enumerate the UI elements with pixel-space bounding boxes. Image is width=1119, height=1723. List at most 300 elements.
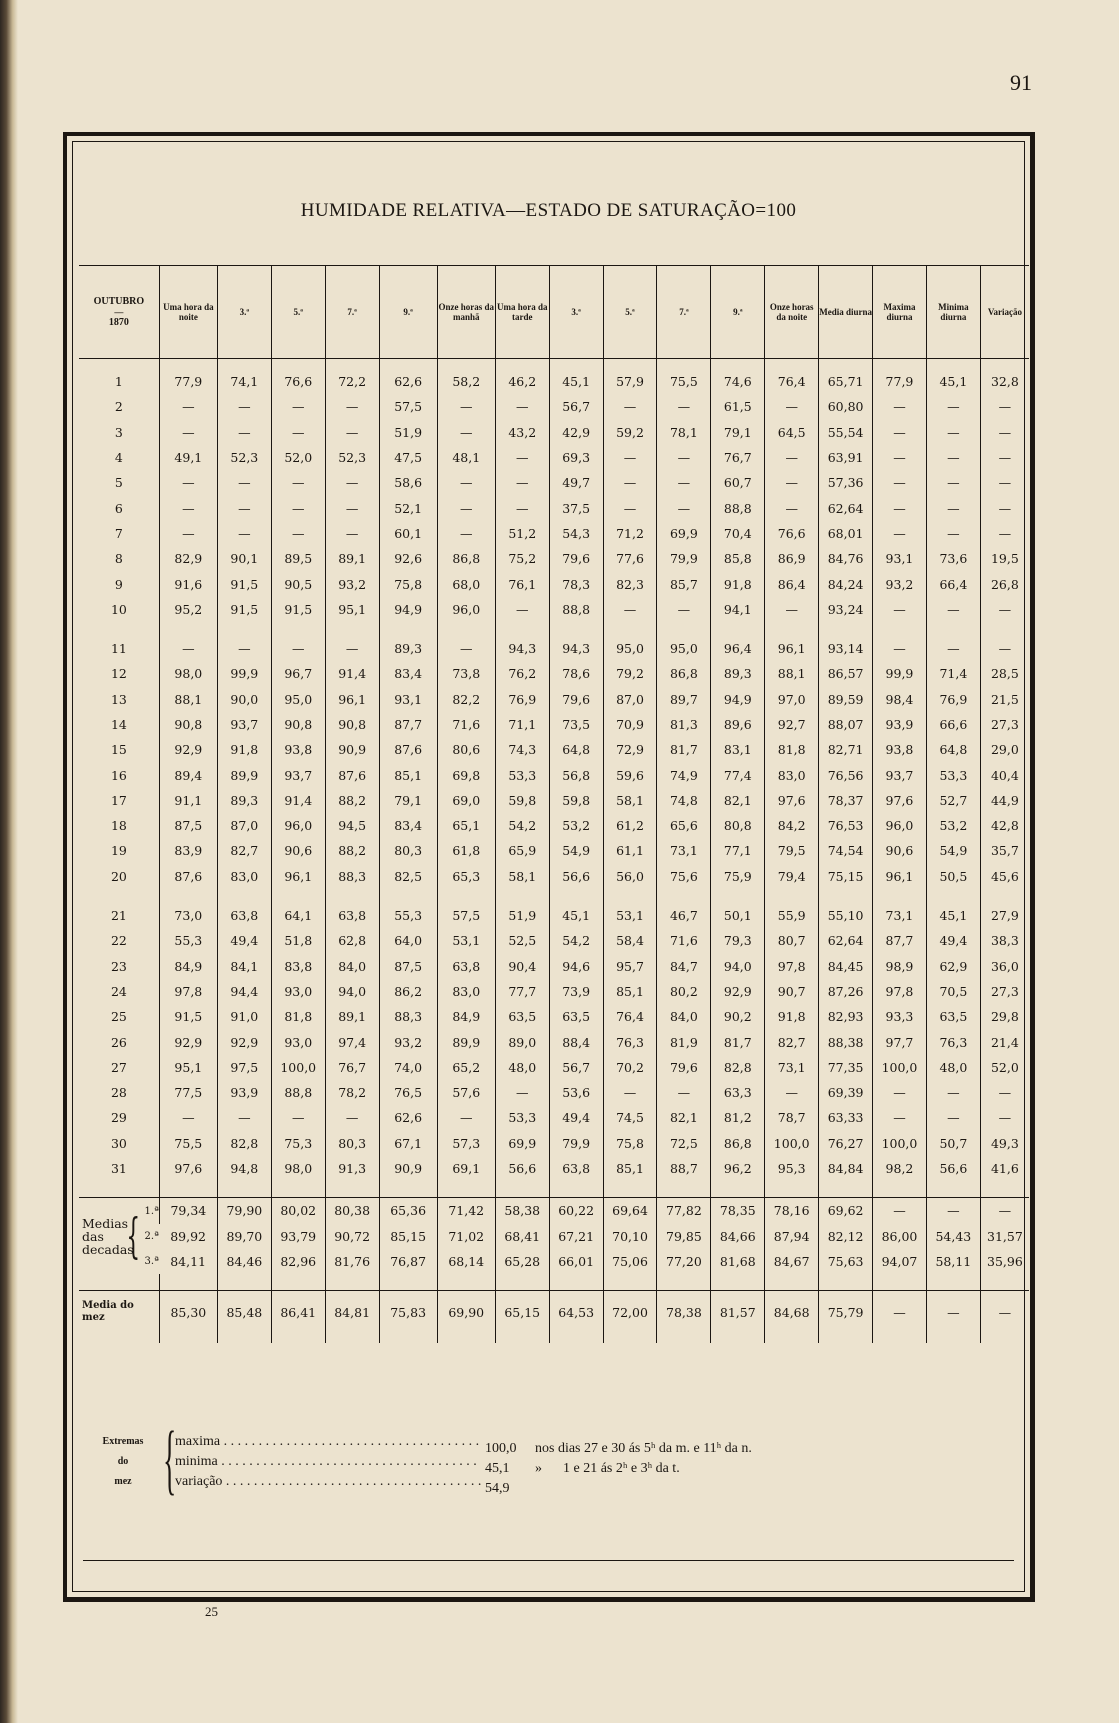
table-cell: 89,1	[325, 546, 379, 571]
table-cell: —	[873, 394, 927, 419]
table-cell: 84,46	[217, 1249, 271, 1274]
col-header: Maxima diurna	[873, 266, 927, 359]
table-row	[79, 928, 1029, 953]
table-cell: 86,57	[819, 661, 873, 686]
table-cell: 82,96	[271, 1249, 325, 1274]
table-cell: 80,2	[657, 979, 711, 1004]
table-cell: 53,3	[926, 762, 980, 787]
table-cell: 97,8	[873, 979, 927, 1004]
col-header: 5.ª	[271, 266, 325, 359]
table-cell: 69,9	[657, 521, 711, 546]
table-cell: 81,57	[711, 1291, 765, 1334]
table-cell: —	[325, 394, 379, 419]
day-label: 27	[110, 1059, 127, 1075]
day-label: 29	[110, 1110, 127, 1126]
table-row	[79, 813, 1029, 838]
day-label: 30	[110, 1135, 127, 1151]
table-cell: 90,0	[217, 687, 271, 712]
table-row	[79, 445, 1029, 470]
table-cell: 89,6	[711, 712, 765, 737]
table-cell: 80,02	[271, 1198, 325, 1224]
table-cell: 84,9	[159, 954, 217, 979]
table-cell: 69,3	[549, 445, 603, 470]
table-cell: 76,3	[603, 1029, 657, 1054]
table-cell: 69,64	[603, 1198, 657, 1224]
table-cell: 74,54	[819, 838, 873, 863]
table-cell: 75,2	[495, 546, 549, 571]
table-cell: 90,8	[271, 712, 325, 737]
table-cell: —	[873, 1105, 927, 1130]
table-cell: 45,1	[926, 903, 980, 928]
table-body	[79, 359, 1029, 1344]
day-label: 20	[110, 868, 127, 884]
table-cell: 32,8	[980, 369, 1029, 394]
table-cell: 44,9	[980, 788, 1029, 813]
table-cell: 48,0	[495, 1055, 549, 1080]
humidity-table	[79, 265, 1029, 1343]
table-cell: 41,6	[980, 1156, 1029, 1181]
table-row	[79, 1080, 1029, 1105]
table-cell: 77,1	[711, 838, 765, 863]
table-cell: —	[657, 445, 711, 470]
table-cell: 98,0	[159, 661, 217, 686]
table-cell: —	[980, 1105, 1029, 1130]
table-cell: 70,9	[603, 712, 657, 737]
table-cell: 55,10	[819, 903, 873, 928]
table-cell: 80,8	[711, 813, 765, 838]
table-cell: 54,3	[549, 521, 603, 546]
table-cell: 76,9	[926, 687, 980, 712]
table-cell: 71,4	[926, 661, 980, 686]
table-cell: 51,2	[495, 521, 549, 546]
signature-mark: 25	[205, 1604, 218, 1619]
table-cell: —	[495, 470, 549, 495]
table-cell: 85,1	[603, 979, 657, 1004]
table-cell: 75,63	[819, 1249, 873, 1274]
table-cell: 60,22	[549, 1198, 603, 1224]
table-cell: 74,6	[711, 369, 765, 394]
table-cell: 79,6	[657, 1055, 711, 1080]
table-cell: 81,9	[657, 1029, 711, 1054]
table-cell: 97,0	[765, 687, 819, 712]
table-cell: 94,9	[379, 597, 437, 622]
table-cell: —	[495, 445, 549, 470]
table-cell: 64,8	[926, 737, 980, 762]
table-cell: 72,00	[603, 1291, 657, 1334]
decade-row	[79, 1249, 1029, 1274]
table-row	[79, 661, 1029, 686]
table-cell: 65,15	[495, 1291, 549, 1334]
table-cell: 68,01	[819, 521, 873, 546]
decade-row	[79, 1198, 1029, 1224]
col-header: Media diurna	[819, 266, 873, 359]
table-cell: 95,1	[159, 1055, 217, 1080]
table-cell: 42,9	[549, 420, 603, 445]
table-cell: 97,6	[873, 788, 927, 813]
table-cell: 48,0	[926, 1055, 980, 1080]
table-cell: 52,1	[379, 495, 437, 520]
table-cell: 52,5	[495, 928, 549, 953]
table-cell: 69,62	[819, 1198, 873, 1224]
table-cell: —	[217, 521, 271, 546]
table-cell: 64,0	[379, 928, 437, 953]
table-cell: —	[603, 470, 657, 495]
table-cell: 94,07	[873, 1249, 927, 1274]
table-cell: —	[980, 1291, 1029, 1334]
table-cell: 84,84	[819, 1156, 873, 1181]
table-cell: 58,1	[495, 864, 549, 889]
table-cell: 80,38	[325, 1198, 379, 1224]
table-cell: 85,1	[379, 762, 437, 787]
table-cell: 38,3	[980, 928, 1029, 953]
table-cell: —	[926, 445, 980, 470]
table-cell: 87,0	[603, 687, 657, 712]
table-cell: —	[980, 597, 1029, 622]
table-cell: 94,1	[711, 597, 765, 622]
table-cell: 52,0	[271, 445, 325, 470]
table-cell: 56,6	[926, 1156, 980, 1181]
table-cell: 49,7	[549, 470, 603, 495]
table-cell: 86,9	[765, 546, 819, 571]
table-cell: —	[926, 1080, 980, 1105]
table-cell: —	[603, 495, 657, 520]
table-cell: 35,7	[980, 838, 1029, 863]
table-cell: 82,3	[603, 571, 657, 596]
col-header: Onze horas da noite	[765, 266, 819, 359]
table-cell: 57,36	[819, 470, 873, 495]
separator-row	[79, 1333, 1029, 1343]
table-cell: 89,3	[217, 788, 271, 813]
table-cell: 90,72	[325, 1224, 379, 1249]
table-cell: 93,7	[873, 762, 927, 787]
table-cell: 88,1	[159, 687, 217, 712]
table-cell: 59,8	[495, 788, 549, 813]
table-cell: 56,7	[549, 394, 603, 419]
table-cell: 93,2	[873, 571, 927, 596]
table-cell: 88,1	[765, 661, 819, 686]
table-cell: 58,2	[437, 369, 495, 394]
col-header: Variação	[980, 266, 1029, 359]
table-cell: 21,4	[980, 1029, 1029, 1054]
table-cell: 71,2	[603, 521, 657, 546]
day-label: 12	[110, 666, 127, 682]
decades-label: Medias das decadas { 1.ª 2.ª 3.ª	[82, 1205, 159, 1267]
table-cell: 56,6	[549, 864, 603, 889]
table-cell: —	[980, 470, 1029, 495]
table-cell: 100,0	[873, 1055, 927, 1080]
table-cell: 58,38	[495, 1198, 549, 1224]
table-cell: —	[325, 495, 379, 520]
table-cell: 77,82	[657, 1198, 711, 1224]
table-row	[79, 495, 1029, 520]
table-cell: —	[873, 597, 927, 622]
table-cell: 37,5	[549, 495, 603, 520]
table-cell: 57,5	[437, 903, 495, 928]
table-cell: 87,6	[325, 762, 379, 787]
table-cell: 78,2	[325, 1080, 379, 1105]
table-cell: —	[159, 1105, 217, 1130]
table-cell: 84,0	[657, 1004, 711, 1029]
table-cell: 88,2	[325, 838, 379, 863]
table-cell: 71,6	[657, 928, 711, 953]
table-cell: 82,1	[657, 1105, 711, 1130]
table-cell: 69,90	[437, 1291, 495, 1334]
table-cell: 56,0	[603, 864, 657, 889]
table-cell: 63,91	[819, 445, 873, 470]
table-row	[79, 1131, 1029, 1156]
table-cell: 79,85	[657, 1224, 711, 1249]
table-cell: 94,8	[217, 1156, 271, 1181]
table-cell: 94,9	[711, 687, 765, 712]
table-cell: 91,8	[217, 737, 271, 762]
day-label: 15	[110, 742, 127, 758]
table-cell: 66,01	[549, 1249, 603, 1274]
table-cell: 96,0	[437, 597, 495, 622]
table-cell: 97,7	[873, 1029, 927, 1054]
table-cell: 49,4	[549, 1105, 603, 1130]
table-cell: 88,8	[271, 1080, 325, 1105]
table-cell: 75,9	[711, 864, 765, 889]
table-row	[79, 1029, 1029, 1054]
table-row	[79, 1004, 1029, 1029]
table-cell: 89,3	[711, 661, 765, 686]
table-row	[79, 903, 1029, 928]
table-cell: 98,2	[873, 1156, 927, 1181]
table-cell: 29,8	[980, 1004, 1029, 1029]
table-cell: 87,6	[159, 864, 217, 889]
table-cell: 87,7	[379, 712, 437, 737]
table-cell: 96,0	[271, 813, 325, 838]
table-cell: 91,1	[159, 788, 217, 813]
table-cell: 63,5	[926, 1004, 980, 1029]
table-cell: 95,7	[603, 954, 657, 979]
table-cell: 93,8	[271, 737, 325, 762]
month-header: OUTUBRO — 1870	[79, 266, 159, 359]
day-label: 5	[114, 475, 123, 491]
table-cell: 46,2	[495, 369, 549, 394]
table-cell: 83,9	[159, 838, 217, 863]
table-row	[79, 864, 1029, 889]
table-cell: 90,9	[325, 737, 379, 762]
table-cell: 73,9	[549, 979, 603, 1004]
table-cell: 83,0	[765, 762, 819, 787]
table-cell: 84,67	[765, 1249, 819, 1274]
table-cell: 63,8	[437, 954, 495, 979]
table-cell: 100,0	[271, 1055, 325, 1080]
table-cell: 55,3	[159, 928, 217, 953]
table-cell: 69,8	[437, 762, 495, 787]
table-cell: 19,5	[980, 546, 1029, 571]
day-label: 19	[110, 843, 127, 859]
table-cell: 53,1	[603, 903, 657, 928]
table-cell: 50,1	[711, 903, 765, 928]
table-cell: 58,1	[603, 788, 657, 813]
table-row	[79, 954, 1029, 979]
table-cell: 88,2	[325, 788, 379, 813]
table-cell: 52,0	[980, 1055, 1029, 1080]
table-cell: 81,76	[325, 1249, 379, 1274]
table-cell: 45,6	[980, 864, 1029, 889]
table-cell: 73,1	[657, 838, 711, 863]
table-cell: 83,4	[379, 813, 437, 838]
table-cell: —	[437, 1105, 495, 1130]
table-cell: 58,6	[379, 470, 437, 495]
table-cell: 81,7	[711, 1029, 765, 1054]
table-cell: 93,3	[873, 1004, 927, 1029]
table-cell: 65,28	[495, 1249, 549, 1274]
day-label: 7	[114, 525, 123, 541]
table-cell: 43,2	[495, 420, 549, 445]
day-label: 8	[114, 551, 123, 567]
table-cell: 76,2	[495, 661, 549, 686]
table-cell: 78,37	[819, 788, 873, 813]
table-cell: 76,56	[819, 762, 873, 787]
table-cell: —	[271, 420, 325, 445]
table-cell: 78,1	[657, 420, 711, 445]
table-cell: 78,3	[549, 571, 603, 596]
table-cell: 85,15	[379, 1224, 437, 1249]
table-cell: —	[926, 420, 980, 445]
table-cell: 62,64	[819, 928, 873, 953]
table-cell: —	[926, 470, 980, 495]
table-cell: 56,7	[549, 1055, 603, 1080]
table-cell: 100,0	[873, 1131, 927, 1156]
col-header: 7.ª	[657, 266, 711, 359]
col-header: Uma hora da tarde	[495, 266, 549, 359]
table-cell: 94,6	[549, 954, 603, 979]
table-cell: 53,3	[495, 762, 549, 787]
table-cell: 95,3	[765, 1156, 819, 1181]
table-cell: 52,3	[325, 445, 379, 470]
table-cell: 66,6	[926, 712, 980, 737]
table-cell: 84,11	[170, 1254, 206, 1270]
table-cell: 97,6	[159, 1156, 217, 1181]
table-cell: —	[217, 1105, 271, 1130]
table-cell: 91,4	[271, 788, 325, 813]
table-cell: —	[926, 597, 980, 622]
table-cell: 28,5	[980, 661, 1029, 686]
table-cell: —	[159, 470, 217, 495]
day-label: 22	[110, 933, 127, 949]
table-cell: 88,3	[379, 1004, 437, 1029]
table-cell: —	[657, 1080, 711, 1105]
day-label: 25	[110, 1009, 127, 1025]
table-cell: 95,0	[271, 687, 325, 712]
table-cell: —	[926, 394, 980, 419]
table-cell: —	[765, 445, 819, 470]
table-cell: —	[873, 445, 927, 470]
day-label: 13	[110, 691, 127, 707]
table-cell: 94,0	[711, 954, 765, 979]
brace-glyph: {	[163, 1415, 177, 1502]
table-cell: 52,7	[926, 788, 980, 813]
table-cell: 49,4	[217, 928, 271, 953]
table-row	[79, 546, 1029, 571]
table-cell: —	[217, 495, 271, 520]
table-cell: 84,1	[217, 954, 271, 979]
table-cell: 75,3	[271, 1131, 325, 1156]
table-cell: 57,3	[437, 1131, 495, 1156]
separator-row	[79, 889, 1029, 903]
table-cell: 80,7	[765, 928, 819, 953]
table-cell: 87,94	[765, 1224, 819, 1249]
table-cell: —	[980, 394, 1029, 419]
table-cell: 75,83	[379, 1291, 437, 1334]
table-cell: 70,5	[926, 979, 980, 1004]
table-cell: 89,59	[819, 687, 873, 712]
table-cell: 97,6	[765, 788, 819, 813]
table-cell: 35,96	[980, 1249, 1029, 1274]
table-cell: 73,5	[549, 712, 603, 737]
table-cell: —	[765, 597, 819, 622]
table-cell: —	[159, 394, 217, 419]
table-cell: 70,10	[603, 1224, 657, 1249]
table-cell: 76,87	[379, 1249, 437, 1274]
table-cell: 89,7	[657, 687, 711, 712]
table-cell: —	[271, 394, 325, 419]
table-cell: 65,71	[819, 369, 873, 394]
table-cell: 67,21	[549, 1224, 603, 1249]
table-cell: —	[926, 495, 980, 520]
table-cell: 84,68	[765, 1291, 819, 1334]
table-cell: 88,8	[711, 495, 765, 520]
table-cell: —	[495, 597, 549, 622]
table-cell: 66,4	[926, 571, 980, 596]
table-cell: 58,4	[603, 928, 657, 953]
table-cell: —	[325, 636, 379, 661]
table-cell: 75,8	[603, 1131, 657, 1156]
table-cell: —	[765, 394, 819, 419]
table-cell: 90,4	[495, 954, 549, 979]
table-cell: 83,8	[271, 954, 325, 979]
table-cell: —	[657, 394, 711, 419]
table-cell: —	[873, 636, 927, 661]
table-cell: 71,1	[495, 712, 549, 737]
table-cell: —	[926, 636, 980, 661]
col-header: 5.ª	[603, 266, 657, 359]
day-label: 3	[114, 424, 123, 440]
table-cell: —	[873, 1291, 927, 1334]
day-label: 24	[110, 983, 127, 999]
table-cell: 45,1	[549, 369, 603, 394]
table-cell: 74,9	[657, 762, 711, 787]
table-cell: 93,2	[379, 1029, 437, 1054]
table-cell: 93,7	[271, 762, 325, 787]
table-cell: 94,4	[217, 979, 271, 1004]
table-cell: 87,5	[159, 813, 217, 838]
day-label: 28	[110, 1085, 127, 1101]
table-cell: 83,0	[217, 864, 271, 889]
table-cell: 79,1	[711, 420, 765, 445]
table-cell: 76,4	[765, 369, 819, 394]
col-header: Minima diurna	[926, 266, 980, 359]
table-cell: 88,4	[549, 1029, 603, 1054]
table-cell: 93,9	[873, 712, 927, 737]
table-cell: 89,92	[170, 1228, 206, 1244]
table-cell: 87,7	[873, 928, 927, 953]
table-cell: 84,9	[437, 1004, 495, 1029]
table-cell: 83,1	[711, 737, 765, 762]
table-cell: 75,5	[159, 1131, 217, 1156]
table-cell: 76,4	[603, 1004, 657, 1029]
page-number: 91	[1010, 70, 1032, 95]
table-cell: 49,1	[159, 445, 217, 470]
table-cell: 91,3	[325, 1156, 379, 1181]
table-cell: 61,1	[603, 838, 657, 863]
table-cell: 86,4	[765, 571, 819, 596]
day-label: 16	[110, 767, 127, 783]
table-cell: —	[980, 636, 1029, 661]
